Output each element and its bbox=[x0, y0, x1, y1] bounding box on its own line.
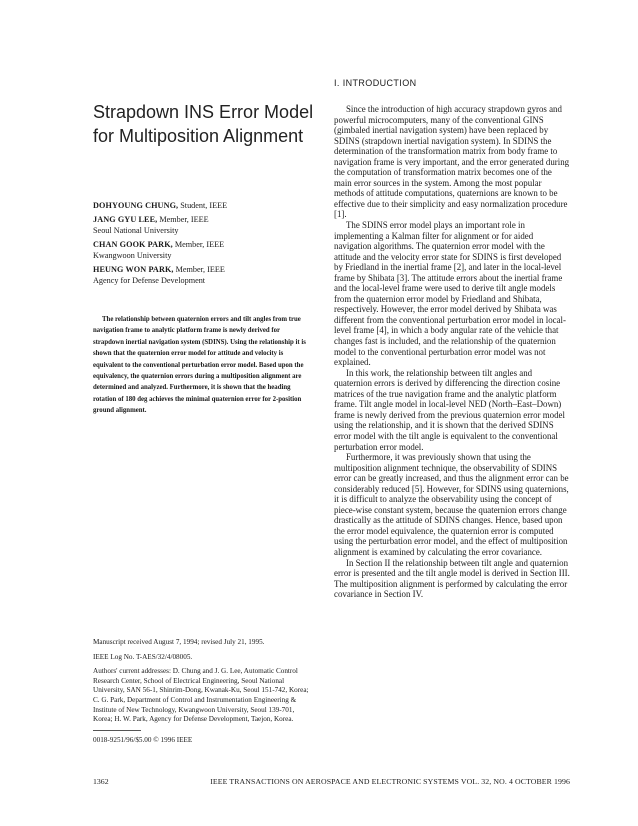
copyright-line: 0018-9251/96/$5.00 © 1996 IEEE bbox=[93, 735, 193, 744]
body-paragraph: In Section II the relationship between tilt angle and quaternion error is presented and the tilt angle model is derived in Section III. The multiposition alignment is performed by calculating the error covariance in Section IV. bbox=[334, 557, 570, 600]
body-paragraph: The SDINS error model plays an important role in implementing a Kalman filter for alignment or for aided navigation algorithms. The quaternion error model with the attitude and the velocity error state for SDINS is first developed by Friedland in the inertial frame [2], and later in the local-level frame by Shibata [3]. The attitude errors about the inertial frame and the local-level frame were used to derive tilt angle models from the quaternion error model by Friedland and Shibata, respectively. However, the error model derived by Shibata was different from the conventional perturbation error model in local-level frame [4], in which a body angular rate of the vehicle that changes fast is included, and the relationship of the quaternion model to the conventional perturbation error model was not explained. bbox=[334, 220, 566, 368]
page-footer bbox=[93, 777, 570, 787]
abstract: The relationship between quaternion errors and tilt angles from true navigation frame to analytic platform frame is newly derived for strapdown inertial navigation system (SDINS). Using the relationship it is shown that the quaternion error model for attitude and velocity is equivalent to the conventional perturbation error model. Based upon the equivalency, the quaternion errors during a multiposition alignment are determined and analyzed. Furthermore, it is shown that the heading rotation of 180 deg achieves the minimal quaternion error for 2-position ground alignment. bbox=[93, 316, 306, 415]
author-list bbox=[93, 200, 315, 286]
left-column bbox=[93, 100, 315, 423]
author-role: Member, IEEE bbox=[173, 265, 225, 274]
author-role: Member, IEEE bbox=[172, 240, 225, 249]
author-affiliation: Agency for Defense Development bbox=[93, 276, 206, 285]
author-name: CHAN GOOK PARK, bbox=[93, 240, 173, 249]
paper-title: Strapdown INS Error Model for Multiposition Alignment bbox=[93, 102, 314, 146]
footnotes bbox=[93, 638, 315, 750]
author-affiliation: Kwangwoon University bbox=[93, 251, 172, 260]
author-role: Student, IEEE bbox=[178, 201, 228, 210]
received-note: Manuscript received August 7, 1994; revised July 21, 1995. bbox=[93, 638, 265, 646]
body-paragraph: In this work, the relationship between tilt angles and quaternion errors is derived by differencing the direction cosine matrices of the true navigation frame and the analytic platform frame. Tilt angle model in local-level NED (North–East–Down) frame is newly derived from the previous quaternion error model using the relationship, and it is shown that the derived SDINS error model with the tilt angle is equivalent to the conventional perturbation error model. bbox=[334, 367, 565, 452]
author-name: DOHYOUNG CHUNG, bbox=[93, 201, 179, 210]
body-paragraph: Furthermore, it was previously shown that using the multiposition alignment technique, the observability of SDINS error can be greatly increased, and thus the alignment error can be considerably reduced [5]. However, for SDINS using quaternions, it is difficult to analyze the observability using the concept of piece-wise constant system, because the quaternion errors change drastically as the attitude of SDINS changes. Hence, based upon the error model equivalence, the quaternion error is computed using the perturbation error model, and the effect of multiposition alignment is examined by calculating the error covariance. bbox=[334, 452, 569, 557]
journal-line: IEEE TRANSACTIONS ON AEROSPACE AND ELECTRONIC SYSTEMS VOL. 32, NO. 4 OCTOBER 1996 bbox=[210, 777, 570, 786]
author-affiliation: Seoul National University bbox=[93, 226, 179, 235]
author-entry bbox=[93, 200, 315, 211]
author-name: JANG GYU LEE, bbox=[93, 215, 158, 224]
section-heading: I. INTRODUCTION bbox=[334, 78, 417, 88]
author-addresses: Authors' current addresses: D. Chung and J. G. Lee, Automatic Control Research Center, School of Electrical Engineering, Seoul National University, SAN 56-1, Shinrim-Dong, Kwanak-Ku, Seoul 151-742, Korea; C. G. Park, Department of Control and Instrumentation Engineering & Institute of New Technology, Kwangwoon University, Seoul 139-701, Korea; H. W. Park, Agency for Defense Development, Taejon, Korea. bbox=[93, 667, 309, 724]
log-number: IEEE Log No. T-AES/32/4/08005. bbox=[93, 652, 193, 661]
page-number: 1362 bbox=[93, 777, 109, 786]
author-role: Member, IEEE bbox=[157, 215, 209, 224]
author-name: HEUNG WON PARK, bbox=[93, 265, 174, 274]
author-entry bbox=[93, 239, 315, 261]
author-entry bbox=[93, 264, 315, 286]
body-paragraph: Since the introduction of high accuracy strapdown gyros and powerful microcomputers, many of the conventional GINS (gimbaled inertial navigation system) have been replaced by SDINS (strapdown inertial navigation system). In SDINS the determination of the transformation matrix from body frame to navigation frame is very important, and the error generated during the computation of transformation matrix becomes one of the main error sources in the system. Among the most popular methods of attitude computations, quaternions are known to be effective due to their simplicity and easy normalization procedure [1]. bbox=[334, 104, 570, 220]
right-column bbox=[334, 78, 570, 600]
footnote-divider bbox=[93, 730, 141, 731]
author-entry bbox=[93, 214, 315, 236]
